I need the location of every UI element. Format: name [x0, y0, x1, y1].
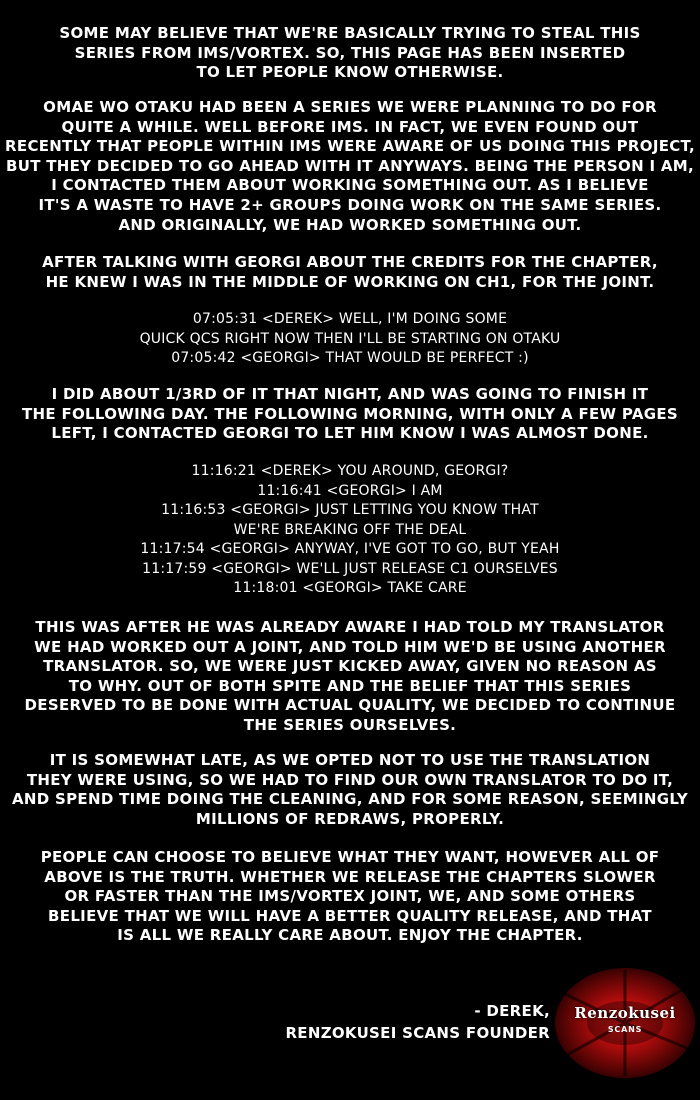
paragraph-intro	[0, 24, 700, 83]
chat-line: 11:16:53 <GEORGI> JUST LETTING YOU KNOW THAT	[161, 502, 539, 518]
logo-title: Renzokusei	[574, 1004, 676, 1022]
paragraph-progress	[0, 385, 700, 444]
text-line: AND SPEND TIME DOING THE CLEANING, AND FOR SOME REASON, SEEMINGLY	[11, 790, 689, 809]
text-line: OR FASTER THAN THE IMS/VORTEX JOINT, WE, AND SOME OTHERS	[64, 887, 636, 906]
renzokusei-logo	[555, 968, 695, 1078]
text-line: AFTER TALKING WITH GEORGI ABOUT THE CREDITS FOR THE CHAPTER,	[42, 253, 658, 271]
text-line: TO LET PEOPLE KNOW OTHERWISE.	[196, 63, 504, 82]
text-line: PEOPLE CAN CHOOSE TO BELIEVE WHAT THEY WANT, HOWEVER ALL OF	[40, 848, 660, 866]
paragraph-credits	[0, 253, 700, 292]
text-line: IT'S A WASTE TO HAVE 2+ GROUPS DOING WORK ON THE SAME SERIES.	[38, 195, 662, 214]
paragraph-closing	[0, 848, 700, 946]
chat-line: 11:16:21 <DEREK> YOU AROUND, GEORGI?	[191, 463, 509, 479]
chat-line: 11:16:41 <GEORGI> I AM	[257, 482, 443, 499]
chat-line: 07:05:31 <DEREK> WELL, I'M DOING SOME	[192, 311, 508, 327]
text-line: SERIES FROM IMS/VORTEX. SO, THIS PAGE HAS BEEN INSERTED	[74, 43, 626, 62]
signature-name: - DEREK,	[474, 1002, 550, 1020]
text-line: QUITE A WHILE. WELL BEFORE IMS. IN FACT, WE EVEN FOUND OUT	[61, 117, 639, 136]
text-line: TO WHY. OUT OF BOTH SPITE AND THE BELIEF THAT THIS SERIES	[68, 676, 632, 695]
chat-line: WE'RE BREAKING OFF THE DEAL	[233, 521, 467, 538]
text-line: ABOVE IS THE TRUTH. WHETHER WE RELEASE THE CHAPTERS SLOWER	[44, 867, 656, 886]
text-line: MILLIONS OF REDRAWS, PROPERLY.	[195, 809, 505, 828]
text-line: OMAE WO OTAKU HAD BEEN A SERIES WE WERE PLANNING TO DO FOR	[43, 98, 657, 116]
text-line: WE HAD WORKED OUT A JOINT, AND TOLD HIM WE'D BE USING ANOTHER	[34, 637, 666, 656]
text-line: DESERVED TO BE DONE WITH ACTUAL QUALITY, WE DECIDED TO CONTINUE	[24, 696, 676, 715]
paragraph-history	[0, 98, 700, 235]
logo-subtitle: SCANS	[607, 1025, 643, 1034]
text-line: IS ALL WE REALLY CARE ABOUT. ENJOY THE CHAPTER.	[117, 926, 583, 945]
text-line: THIS WAS AFTER HE WAS ALREADY AWARE I HAD TOLD MY TRANSLATOR	[35, 618, 665, 636]
chat-line: QUICK QCS RIGHT NOW THEN I'LL BE STARTING ON OTAKU	[139, 330, 561, 347]
text-line: I DID ABOUT 1/3RD OF IT THAT NIGHT, AND WAS GOING TO FINISH IT	[51, 385, 649, 403]
chat-line: 11:17:59 <GEORGI> WE'LL JUST RELEASE C1 OURSELVES	[142, 560, 558, 577]
signature-role: RENZOKUSEI SCANS FOUNDER	[285, 1024, 550, 1042]
text-line: THEY WERE USING, SO WE HAD TO FIND OUR OWN TRANSLATOR TO DO IT,	[26, 770, 674, 789]
text-line: TRANSLATOR. SO, WE WERE JUST KICKED AWAY, GIVEN NO REASON AS	[43, 657, 657, 676]
text-line: AND ORIGINALLY, WE HAD WORKED SOMETHING OUT.	[118, 215, 582, 234]
signature	[285, 1000, 550, 1044]
text-line: LEFT, I CONTACTED GEORGI TO LET HIM KNOW I WAS ALMOST DONE.	[51, 424, 649, 443]
chat-line: 11:17:54 <GEORGI> ANYWAY, I'VE GOT TO GO, BUT YEAH	[140, 541, 560, 557]
text-line: IT IS SOMEWHAT LATE, AS WE OPTED NOT TO USE THE TRANSLATION	[49, 751, 651, 769]
text-line: SOME MAY BELIEVE THAT WE'RE BASICALLY TRYING TO STEAL THIS	[59, 24, 641, 42]
paragraph-delay	[0, 751, 700, 829]
chat-log-second	[0, 462, 700, 599]
text-line: BUT THEY DECIDED TO GO AHEAD WITH IT ANYWAYS. BEING THE PERSON I AM,	[5, 156, 694, 175]
chat-line: 07:05:42 <GEORGI> THAT WOULD BE PERFECT :)	[171, 350, 529, 366]
chat-line: 11:18:01 <GEORGI> TAKE CARE	[233, 580, 467, 596]
paragraph-kicked	[0, 618, 700, 736]
aperture-icon	[555, 968, 695, 1078]
text-line: BELIEVE THAT WE WILL HAVE A BETTER QUALITY RELEASE, AND THAT	[48, 906, 652, 925]
text-line: THE FOLLOWING DAY. THE FOLLOWING MORNING, WITH ONLY A FEW PAGES	[22, 404, 678, 423]
text-line: THE SERIES OURSELVES.	[243, 715, 457, 734]
text-line: RECENTLY THAT PEOPLE WITHIN IMS WERE AWARE OF US DOING THIS PROJECT,	[5, 137, 695, 156]
chat-log-first	[0, 310, 700, 369]
text-line: I CONTACTED THEM ABOUT WORKING SOMETHING OUT. AS I BELIEVE	[51, 176, 649, 195]
text-line: HE KNEW I WAS IN THE MIDDLE OF WORKING ON CH1, FOR THE JOINT.	[45, 272, 655, 291]
